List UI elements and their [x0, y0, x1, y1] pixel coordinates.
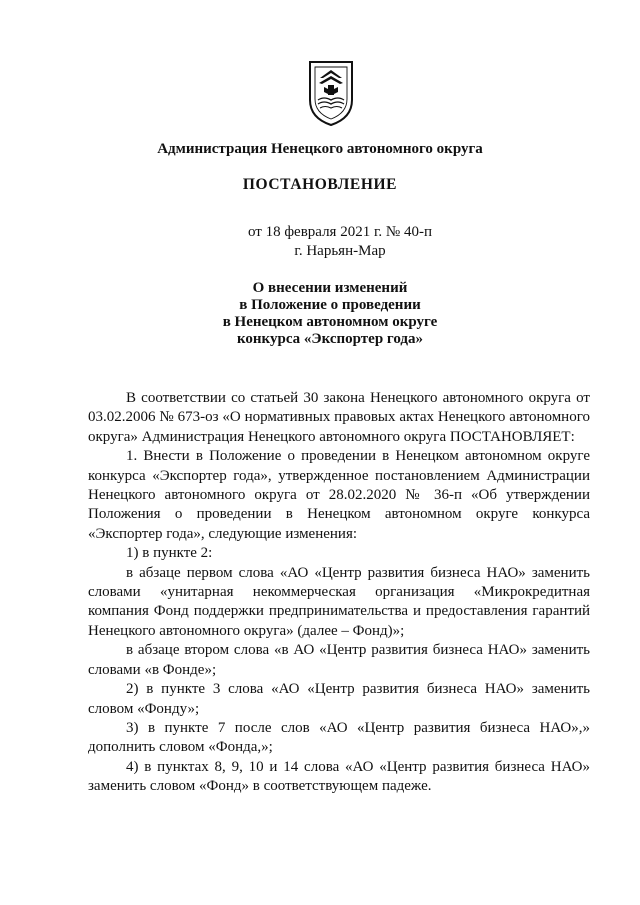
title-line: в Ненецком автономном округе [222, 314, 438, 330]
organization-name: Администрация Ненецкого автономного округа [157, 141, 483, 157]
title-line: конкурса «Экспортер года» [236, 331, 424, 347]
title-line: в Положение о проведении [239, 297, 421, 313]
body-paragraph: 4) в пунктах 8, 9, 10 и 14 слова «АО «Центр развития бизнеса НАО» заменить словом «Фонд» в соответствующем падеже. [88, 758, 590, 795]
body-paragraph: 1) в пункте 2: [126, 545, 213, 562]
document-date-number: от 18 февраля 2021 г. № 40-п [247, 224, 433, 240]
document-type: ПОСТАНОВЛЕНИЕ [242, 176, 398, 193]
title-line: О внесении изменений [252, 280, 408, 296]
document-title [10, 280, 640, 348]
body-paragraph: 3) в пункте 7 после слов «АО «Центр развития бизнеса НАО»,» дополнить словом «Фонда,»; [88, 719, 590, 756]
body-paragraph: 2) в пункте 3 слова «АО «Центр развития бизнеса НАО» заменить словом «Фонду»; [88, 681, 590, 717]
nenets-coat-of-arms-icon [306, 56, 356, 128]
body-paragraph: в абзаце первом слова «АО «Центр развития бизнеса НАО» заменить словами «унитарная некоммерческая организация «Микрокредитная компания Фонд поддержки предпринимательства и предоставления гарантий Ненецкого автономного округа» (далее – Фонд)»; [88, 564, 590, 639]
document-body [88, 389, 590, 797]
document-city: г. Нарьян-Мар [294, 243, 386, 259]
body-paragraph: в абзаце втором слова «в АО «Центр развития бизнеса НАО» заменить словами «в Фонде»; [88, 642, 590, 678]
body-paragraph: В соответствии со статьей 30 закона Ненецкого автономного округа от 03.02.2006 № 673-оз «О нормативных правовых актах Ненецкого автономного округа» Администрация Ненецкого автономного округа ПОСТАНОВЛЯЕТ: [88, 390, 590, 445]
body-paragraph: 1. Внести в Положение о проведении в Ненецком автономном округе конкурса «Экспортер года», утвержденное постановлением Администрации Ненецкого автономного округа от 28.02.2020 № 36-п «Об утверждении Положения о проведении в Ненецком автономном округе конкурса «Экспортер года», следующие изменения: [88, 448, 590, 542]
